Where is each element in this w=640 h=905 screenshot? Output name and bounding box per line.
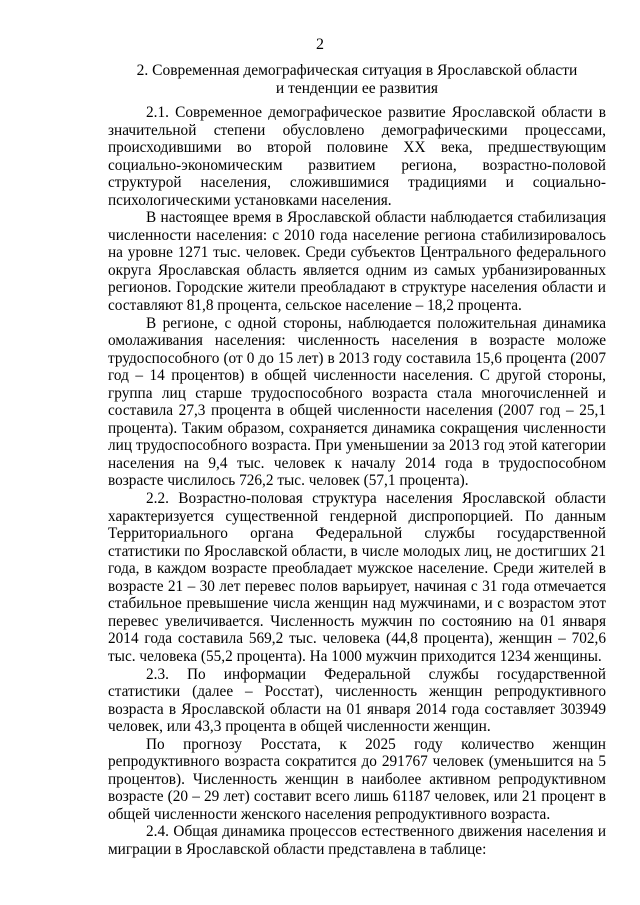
paragraph-2-1: 2.1. Современное демографическое развитие Ярославской области в значительной степени обусловлено демографическими процессами, происходившими во второй половине XX века, предшествующим социально-экономическим развитием региона, возрастно-половой структурой населения, сложившимися традициями и социально-психологическими установками населения. xyxy=(108,104,606,209)
body-text xyxy=(108,104,606,859)
paragraph-2-3: 2.3. По информации Федеральной службы государственной статистики (далее – Росстат), численность женщин репродуктивного возраста в Ярославской области на 01 января 2014 года составляет 303949 человек, или 43,3 процента в общей численности женщин. xyxy=(108,665,606,736)
section-heading-line-2: и тенденции ее развития xyxy=(275,79,439,97)
page-number: 2 xyxy=(316,36,324,53)
paragraph-age-dynamics: В регионе, с одной стороны, наблюдается положительная динамика омолаживания населения: численность населения в возрасте моложе трудоспособного (от 0 до 15 лет) в 2013 году составила 15,6 процента (2007 год – 14 процентов) в общей численности населения. С другой стороны, группа лиц старше трудоспособного возраста стала многочисленней и составила 27,3 процента в общей численности населения (2007 год – 25,1 процента). Таким образом, сохраняется динамика сокращения численности лиц трудоспособного возраста. При уменьшении за 2013 год этой категории населения на 9,4 тыс. человек к началу 2014 года в трудоспособном возрасте числилось 726,2 тыс. человек (57,1 процента). xyxy=(108,314,606,490)
paragraph-2-2: 2.2. Возрастно-половая структура населения Ярославской области характеризуется существенной гендерной диспропорцией. По данным Территориального органа Федеральной службы государственной статистики по Ярославской области, в числе молодых лиц, не достигших 21 года, в каждом возрасте преобладает мужское население. Среди жителей в возрасте 21 – 30 лет перевес полов варьирует, начиная с 31 года отмечается стабильное превышение числа женщин над мужчинами, и с возрастом этот перевес увеличивается. Численность мужчин по состоянию на 01 января 2014 года составила 569,2 тыс. человека (44,8 процента), женщин – 702,6 тыс. человека (55,2 процента). На 1000 мужчин приходится 1234 женщины. xyxy=(108,490,606,665)
section-heading xyxy=(108,62,606,97)
paragraph-rosstat-forecast: По прогнозу Росстата, к 2025 году количество женщин репродуктивного возраста сократится до 291767 человек (уменьшится на 5 процентов). Численность женщин в наиболее активном репродуктивном возрасте (20 – 29 лет) составит всего лишь 61187 человек, или 21 процент в общей численности женского населения репродуктивного возраста. xyxy=(108,735,606,823)
paragraph-2-4: 2.4. Общая динамика процессов естественного движения населения и миграции в Ярославской области представлена в таблице: xyxy=(108,823,606,858)
section-heading-line-1: 2. Современная демографическая ситуация в Ярославской области xyxy=(136,62,578,79)
paragraph-population-stabilization: В настоящее время в Ярославской области наблюдается стабилизация численности населения: с 2010 года население региона стабилизировалось на уровне 1271 тыс. человек. Среди субъектов Центрального федерального округа Ярославская область является одним из самых урбанизированных регионов. Городские жители преобладают в структуре населения области и составляют 81,8 процента, сельское население – 18,2 процента. xyxy=(108,209,606,315)
